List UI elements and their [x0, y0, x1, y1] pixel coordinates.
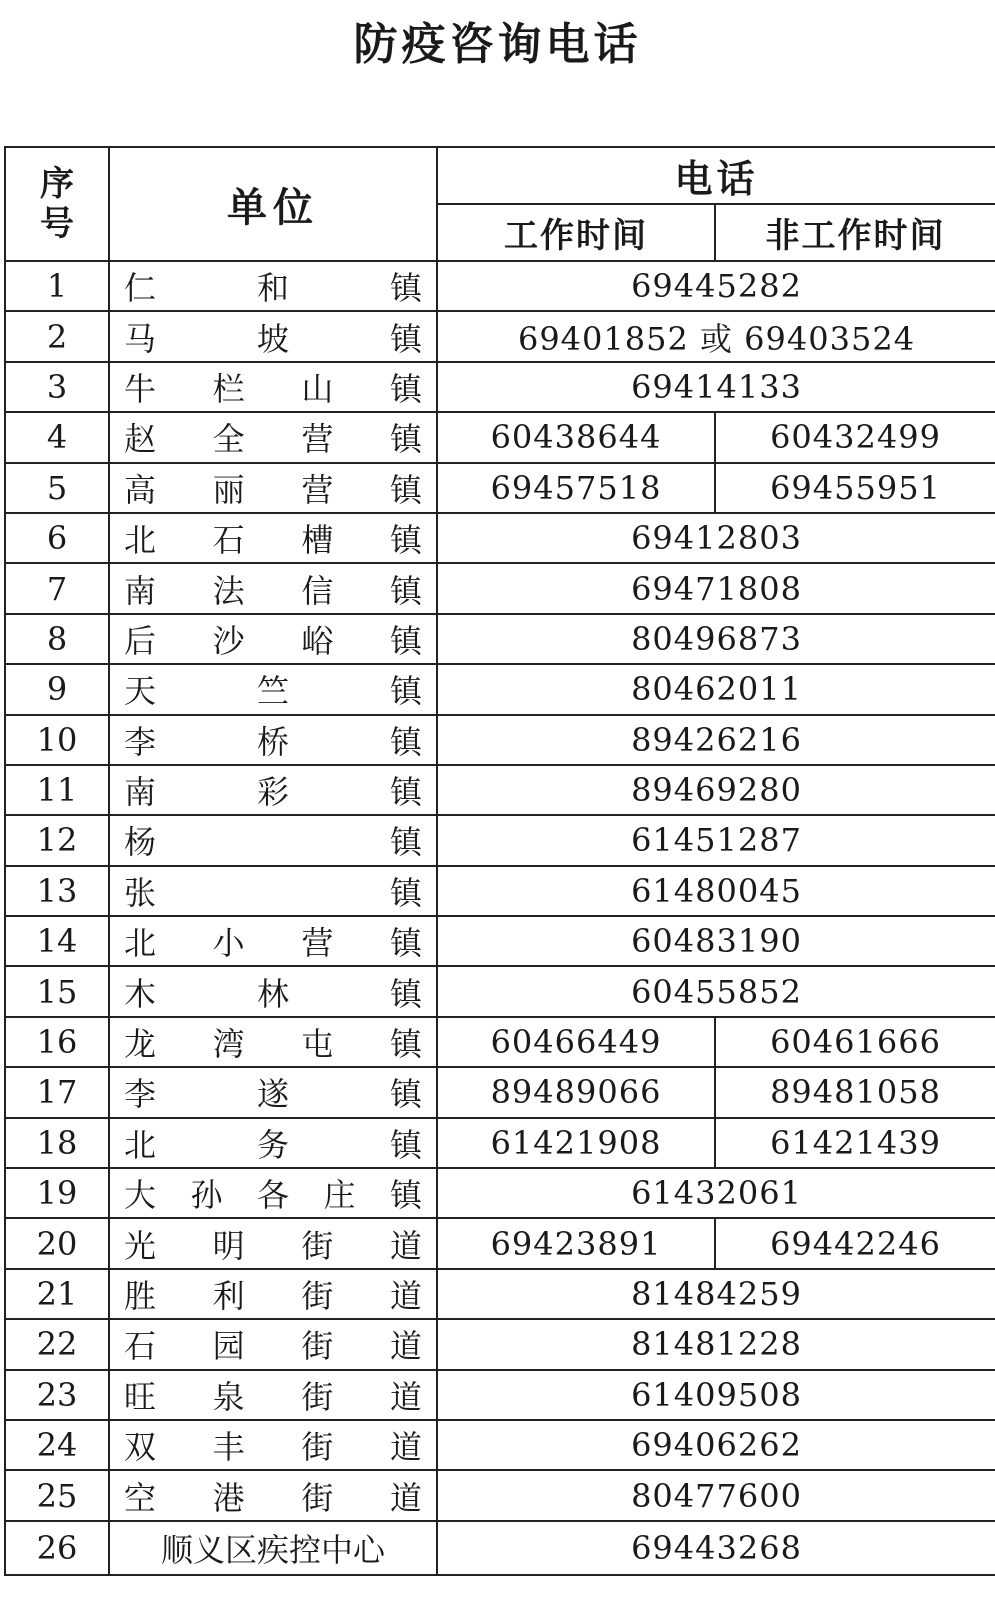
phone-work: 69423891 [437, 1218, 715, 1268]
table-row [5, 362, 995, 412]
unit-name [124, 465, 422, 511]
unit-char: 镇 [389, 672, 422, 711]
unit-char: 镇 [389, 571, 422, 610]
unit-char: 遂 [256, 1075, 289, 1114]
table-row [5, 412, 995, 462]
unit-char: 和 [256, 269, 289, 308]
unit-char: 镇 [389, 873, 422, 912]
header-phone: 电话 [437, 147, 995, 204]
phone-off: 69442246 [715, 1218, 995, 1268]
unit-char: 天 [124, 672, 157, 711]
unit-name [124, 918, 422, 964]
unit-name: 顺义区疾控中心 [160, 1530, 385, 1569]
row-unit [109, 1067, 437, 1117]
page-title: 防疫咨询电话 [353, 19, 642, 70]
row-seq: 8 [5, 614, 109, 664]
unit-char: 李 [124, 722, 157, 761]
row-unit [109, 362, 437, 412]
table-row [5, 1319, 995, 1369]
unit-char: 镇 [389, 319, 422, 358]
unit-char: 镇 [389, 1176, 422, 1215]
row-unit [109, 311, 437, 361]
table-row [5, 1218, 995, 1268]
unit-char: 街 [301, 1377, 334, 1416]
unit-char: 明 [212, 1226, 245, 1265]
row-seq: 20 [5, 1218, 109, 1268]
phone-number: 80477600 [437, 1470, 995, 1520]
unit-name [124, 868, 422, 914]
row-seq: 2 [5, 311, 109, 361]
row-unit [109, 513, 437, 563]
row-seq: 10 [5, 715, 109, 765]
unit-char: 镇 [389, 470, 422, 509]
unit-char: 镇 [389, 369, 422, 408]
unit-char: 仁 [124, 269, 157, 308]
table-row [5, 1470, 995, 1520]
row-unit [109, 664, 437, 714]
unit-char: 道 [389, 1226, 422, 1265]
unit-name [124, 1321, 422, 1367]
unit-name [124, 1019, 422, 1065]
unit-char: 道 [389, 1277, 422, 1315]
phone-number: 61432061 [437, 1168, 995, 1218]
row-seq: 12 [5, 815, 109, 865]
header-work-time: 工作时间 [437, 204, 715, 261]
row-unit [109, 1370, 437, 1420]
unit-char: 空 [124, 1478, 157, 1517]
unit-char: 后 [124, 621, 157, 660]
unit-char: 营 [301, 470, 334, 509]
row-unit [109, 1470, 437, 1520]
unit-name [124, 566, 422, 612]
table-row [5, 1118, 995, 1168]
phone-off: 69455951 [715, 463, 995, 513]
unit-name [124, 1422, 422, 1468]
row-unit [109, 1319, 437, 1369]
phone-number: 80496873 [437, 614, 995, 664]
unit-char: 营 [301, 420, 334, 459]
header-off-time: 非工作时间 [715, 204, 995, 261]
row-seq: 21 [5, 1269, 109, 1319]
row-seq: 4 [5, 412, 109, 462]
table-row [5, 1269, 995, 1319]
unit-char: 槽 [301, 521, 334, 560]
unit-name [124, 263, 422, 309]
phone-number: 69401852 或 69403524 [437, 311, 995, 361]
phone-number: 69412803 [437, 513, 995, 563]
unit-char: 木 [124, 974, 157, 1013]
phone-number: 69414133 [437, 362, 995, 412]
unit-char: 南 [124, 571, 157, 610]
unit-name [124, 1372, 422, 1418]
row-seq: 9 [5, 664, 109, 714]
unit-char: 镇 [389, 773, 422, 812]
table-row [5, 815, 995, 865]
unit-char: 镇 [389, 722, 422, 761]
unit-char: 栏 [212, 369, 245, 408]
unit-char: 龙 [124, 1025, 157, 1064]
unit-char: 街 [301, 1226, 334, 1265]
unit-char: 道 [389, 1478, 422, 1517]
unit-char: 丰 [212, 1428, 245, 1467]
row-unit [109, 1118, 437, 1168]
unit-name [124, 717, 422, 763]
row-seq: 25 [5, 1470, 109, 1520]
row-unit [109, 866, 437, 916]
unit-char: 胜 [124, 1277, 157, 1315]
unit-name [124, 666, 422, 712]
unit-char: 马 [124, 319, 157, 358]
unit-char: 牛 [124, 369, 157, 408]
table-row [5, 513, 995, 563]
unit-char: 南 [124, 773, 157, 812]
hotline-table [4, 146, 995, 1576]
row-unit [109, 563, 437, 613]
unit-char: 泉 [212, 1377, 245, 1416]
unit-char: 镇 [389, 924, 422, 963]
header-seq [5, 147, 109, 261]
row-unit [109, 614, 437, 664]
header-unit: 单位 [109, 147, 437, 261]
row-seq: 1 [5, 261, 109, 311]
row-unit [109, 1521, 437, 1575]
phone-number: 69445282 [437, 261, 995, 311]
unit-char: 街 [301, 1327, 334, 1366]
unit-char: 北 [124, 521, 157, 560]
unit-char: 大 [124, 1176, 157, 1215]
unit-char: 李 [124, 1075, 157, 1114]
unit-char: 利 [212, 1277, 245, 1315]
unit-char: 镇 [389, 1025, 422, 1064]
unit-char: 竺 [256, 672, 289, 711]
unit-name [124, 969, 422, 1015]
row-seq: 3 [5, 362, 109, 412]
table-row [5, 966, 995, 1016]
unit-char: 镇 [389, 621, 422, 660]
unit-name [124, 767, 422, 813]
unit-char: 港 [212, 1478, 245, 1517]
unit-char: 沙 [212, 621, 245, 660]
table-row [5, 261, 995, 311]
unit-name [124, 1271, 422, 1317]
unit-char: 小 [212, 924, 245, 963]
unit-char: 镇 [389, 974, 422, 1013]
unit-char: 杨 [124, 823, 157, 862]
unit-name [124, 364, 422, 410]
table-row [5, 1168, 995, 1218]
row-seq: 13 [5, 866, 109, 916]
phone-number: 80462011 [437, 664, 995, 714]
row-seq: 6 [5, 513, 109, 563]
row-unit [109, 815, 437, 865]
row-seq: 5 [5, 463, 109, 513]
header-seq-char: 号 [40, 204, 74, 244]
unit-name [124, 515, 422, 561]
unit-char: 峪 [301, 621, 334, 660]
row-unit [109, 261, 437, 311]
table-row [5, 614, 995, 664]
phone-number: 61451287 [437, 815, 995, 865]
row-seq: 23 [5, 1370, 109, 1420]
row-unit [109, 1218, 437, 1268]
unit-char: 道 [389, 1428, 422, 1467]
row-seq: 11 [5, 765, 109, 815]
unit-char: 镇 [389, 521, 422, 560]
unit-char: 坡 [256, 319, 289, 358]
table-row [5, 664, 995, 714]
phone-number: 89426216 [437, 715, 995, 765]
unit-char: 镇 [389, 269, 422, 308]
table-row [5, 866, 995, 916]
unit-char: 丽 [212, 470, 245, 509]
unit-char: 镇 [389, 1075, 422, 1114]
unit-char: 湾 [212, 1025, 245, 1064]
phone-work: 89489066 [437, 1067, 715, 1117]
phone-number: 69406262 [437, 1420, 995, 1470]
unit-char: 石 [124, 1327, 157, 1366]
unit-char: 光 [124, 1226, 157, 1265]
row-seq: 26 [5, 1521, 109, 1575]
row-unit [109, 966, 437, 1016]
phone-off: 89481058 [715, 1067, 995, 1117]
phone-off: 60432499 [715, 412, 995, 462]
unit-char: 旺 [124, 1377, 157, 1416]
phone-off: 61421439 [715, 1118, 995, 1168]
unit-char: 全 [212, 420, 245, 459]
table-row [5, 1521, 995, 1575]
row-seq: 7 [5, 563, 109, 613]
phone-off: 60461666 [715, 1017, 995, 1067]
unit-char: 街 [301, 1428, 334, 1467]
unit-char: 林 [256, 974, 289, 1013]
table-row [5, 765, 995, 815]
table-row [5, 463, 995, 513]
unit-char: 镇 [389, 420, 422, 459]
phone-number: 60455852 [437, 966, 995, 1016]
phone-number: 60483190 [437, 916, 995, 966]
unit-name [124, 1120, 422, 1166]
unit-char: 镇 [389, 1125, 422, 1164]
unit-char: 各 [256, 1176, 289, 1215]
unit-name [124, 314, 422, 360]
unit-char: 庄 [323, 1176, 356, 1215]
table-row [5, 1017, 995, 1067]
unit-char: 桥 [256, 722, 289, 761]
unit-char: 街 [301, 1277, 334, 1315]
row-seq: 19 [5, 1168, 109, 1218]
row-unit [109, 916, 437, 966]
unit-name [124, 616, 422, 662]
unit-name [124, 817, 422, 863]
unit-char: 务 [256, 1125, 289, 1164]
table-row [5, 1370, 995, 1420]
table-row [5, 715, 995, 765]
row-seq: 16 [5, 1017, 109, 1067]
unit-char: 孙 [190, 1176, 223, 1215]
unit-char: 北 [124, 924, 157, 963]
phone-work: 60438644 [437, 412, 715, 462]
unit-char: 营 [301, 924, 334, 963]
unit-char: 北 [124, 1125, 157, 1164]
unit-char: 赵 [124, 420, 157, 459]
row-seq: 22 [5, 1319, 109, 1369]
row-unit [109, 715, 437, 765]
row-seq: 18 [5, 1118, 109, 1168]
unit-name [124, 1170, 422, 1216]
unit-char: 道 [389, 1377, 422, 1416]
unit-name [124, 1069, 422, 1115]
unit-char: 街 [301, 1478, 334, 1517]
unit-char: 彩 [256, 773, 289, 812]
phone-work: 61421908 [437, 1118, 715, 1168]
table-row [5, 1067, 995, 1117]
phone-number: 61409508 [437, 1370, 995, 1420]
phone-work: 60466449 [437, 1017, 715, 1067]
unit-char: 屯 [301, 1025, 334, 1064]
table-row [5, 916, 995, 966]
unit-char: 信 [301, 571, 334, 610]
table-row [5, 311, 995, 361]
phone-number: 69471808 [437, 563, 995, 613]
row-unit [109, 463, 437, 513]
unit-name [124, 414, 422, 460]
table-row [5, 1420, 995, 1470]
table-body [5, 261, 995, 1575]
row-unit [109, 1168, 437, 1218]
row-unit [109, 1017, 437, 1067]
unit-char: 石 [212, 521, 245, 560]
unit-name [124, 1221, 422, 1267]
row-seq: 14 [5, 916, 109, 966]
unit-name [124, 1473, 422, 1519]
unit-char: 法 [212, 571, 245, 610]
unit-char: 双 [124, 1428, 157, 1467]
row-unit [109, 765, 437, 815]
table-row [5, 563, 995, 613]
phone-number: 81484259 [437, 1269, 995, 1319]
unit-char: 园 [212, 1327, 245, 1366]
unit-char: 张 [124, 873, 157, 912]
unit-char: 道 [389, 1327, 422, 1366]
row-unit [109, 1269, 437, 1319]
row-seq: 24 [5, 1420, 109, 1470]
phone-number: 69443268 [437, 1521, 995, 1575]
unit-char: 镇 [389, 823, 422, 862]
phone-work: 69457518 [437, 463, 715, 513]
header-seq-char: 序 [40, 164, 74, 204]
phone-number: 89469280 [437, 765, 995, 815]
unit-char: 高 [124, 470, 157, 509]
row-seq: 17 [5, 1067, 109, 1117]
row-seq: 15 [5, 966, 109, 1016]
phone-number: 81481228 [437, 1319, 995, 1369]
unit-char: 山 [301, 369, 334, 408]
row-unit [109, 412, 437, 462]
phone-number: 61480045 [437, 866, 995, 916]
row-unit [109, 1420, 437, 1470]
